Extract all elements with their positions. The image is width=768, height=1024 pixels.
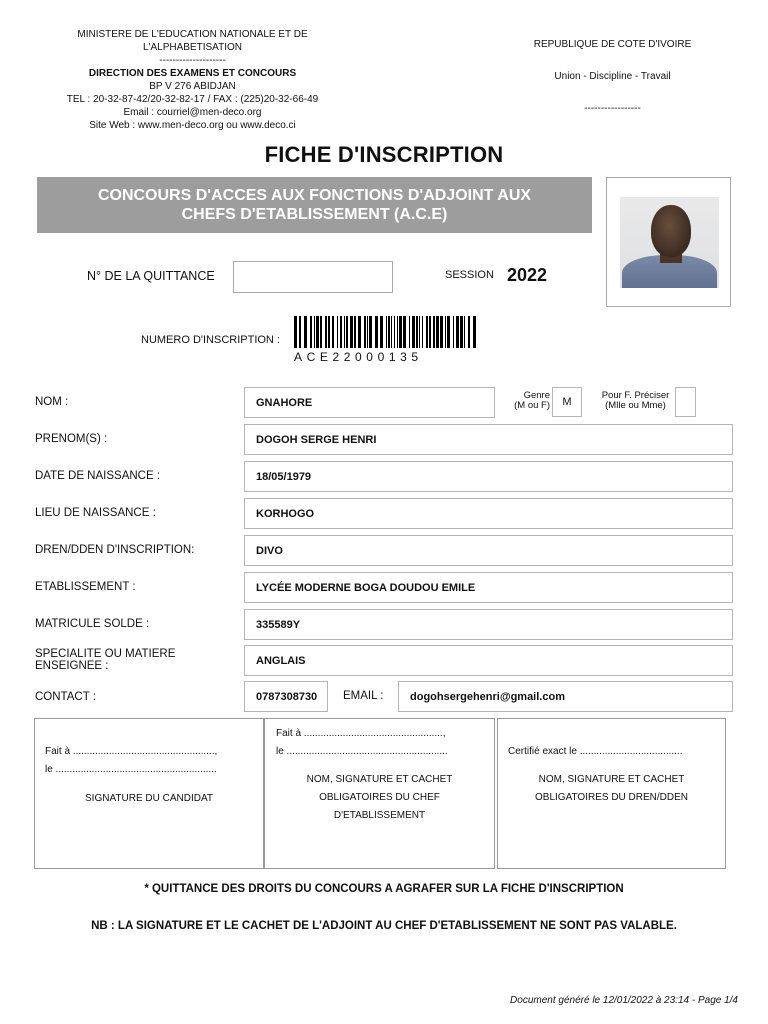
postal-box: BP V 276 ABIDJAN (149, 81, 236, 92)
signature-dren-box[interactable] (497, 718, 726, 869)
preciser-label-line-1: Pour F. Préciser (601, 390, 670, 401)
specialite-label-line-1: SPECIALITE OU MATIERE (35, 648, 176, 660)
preciser-label-line-2: (Mlle ou Mme) (605, 400, 666, 411)
chef-title-line-1: NOM, SIGNATURE ET CACHET (306, 774, 453, 785)
specialite-label-line-2: ENSEIGNEE : (35, 660, 109, 672)
banner-line-1: CONCOURS D'ACCES AUX FONCTIONS D'ADJOINT AUX (97, 187, 532, 204)
ministry-website: Site Web : www.men-deco.org ou www.deco.ci (89, 120, 296, 131)
email-label: EMAIL : (343, 690, 384, 702)
dren-certifie: Certifié exact le ..................................... (508, 746, 683, 757)
quittance-label: N° DE LA QUITTANCE (87, 269, 215, 283)
candidate-photo-frame (606, 177, 731, 307)
chef-le: le .......................................................... (276, 746, 448, 757)
country-header (500, 38, 725, 134)
ministry-email: Email : courriel@men-deco.org (123, 107, 262, 118)
nom-label: NOM : (35, 396, 69, 408)
chef-title-line-2: OBLIGATOIRES DU CHEF (319, 792, 440, 803)
candidat-signature-title: SIGNATURE DU CANDIDAT (85, 793, 213, 804)
session-year: 2022 (507, 265, 548, 285)
ministry-line-1: MINISTERE DE L'EDUCATION NATIONALE ET DE (77, 29, 308, 40)
candidat-le: le .......................................................... (45, 764, 217, 775)
nom-field[interactable]: GNAHORE (244, 387, 495, 418)
inscription-number: ACE22000135 (294, 350, 423, 364)
document-footer: Document généré le 12/01/2022 à 23:14 - Page 1/4 (510, 995, 738, 1006)
session-label: SESSION (445, 269, 494, 281)
chef-title-line-3: D'ETABLISSEMENT (333, 810, 426, 821)
dren-title-line-1: NOM, SIGNATURE ET CACHET (538, 774, 685, 785)
lieu-naissance-label: LIEU DE NAISSANCE : (35, 507, 156, 519)
country-separator: ----------------- (584, 103, 641, 114)
inscription-number-label: NUMERO D'INSCRIPTION : (141, 334, 280, 346)
contact-label: CONTACT : (35, 691, 96, 703)
matricule-label: MATRICULE SOLDE : (35, 618, 150, 630)
genre-label-line-1: Genre (523, 390, 550, 401)
exam-banner (37, 177, 592, 233)
country-motto: Union - Discipline - Travail (554, 71, 671, 82)
phone-fax: TEL : 20-32-87-42/20-32-82-17 / FAX : (225)20-32-66-49 (66, 94, 319, 105)
preciser-field[interactable] (675, 387, 696, 417)
page-title: FICHE D'INSCRIPTION (264, 142, 504, 167)
prenoms-label: PRENOM(S) : (35, 433, 108, 445)
genre-label (505, 391, 550, 411)
lieu-naissance-field[interactable]: KORHOGO (244, 498, 733, 529)
ministry-line-2: L'ALPHABETISATION (143, 42, 242, 53)
genre-field[interactable]: M (552, 387, 582, 417)
etablissement-label: ETABLISSEMENT : (35, 581, 136, 593)
chef-fait: Fait à .................................................., (276, 728, 446, 739)
preciser-label (598, 391, 673, 411)
date-naissance-field[interactable]: 18/05/1979 (244, 461, 733, 492)
etablissement-field[interactable]: LYCÉE MODERNE BOGA DOUDOU EMILE (244, 572, 733, 603)
candidat-fait: Fait à ..................................................., (45, 746, 218, 757)
quittance-note: * QUITTANCE DES DROITS DU CONCOURS A AGRAFER SUR LA FICHE D'INSCRIPTION (144, 883, 624, 895)
nb-note: NB : LA SIGNATURE ET LE CACHET DE L'ADJOINT AU CHEF D'ETABLISSEMENT NE SONT PAS VALABLE. (91, 920, 677, 932)
dren-title-line-2: OBLIGATOIRES DU DREN/DDEN (535, 792, 688, 803)
candidate-photo (620, 197, 719, 288)
direction-name: DIRECTION DES EXAMENS ET CONCOURS (88, 68, 297, 79)
matricule-field[interactable]: 335589Y (244, 609, 733, 640)
inscription-barcode (294, 316, 478, 348)
banner-line-2: CHEFS D'ETABLISSEMENT (A.C.E) (181, 206, 448, 223)
email-field[interactable]: dogohsergehenri@gmail.com (398, 681, 733, 712)
contact-field[interactable]: 0787308730 (244, 681, 328, 712)
genre-label-line-2: (M ou F) (514, 400, 550, 411)
ministry-header (40, 28, 345, 132)
date-naissance-label: DATE DE NAISSANCE : (35, 470, 161, 482)
prenoms-field[interactable]: DOGOH SERGE HENRI (244, 424, 733, 455)
dren-label: DREN/DDEN D'INSCRIPTION: (35, 544, 195, 556)
country-name: REPUBLIQUE DE COTE D'IVOIRE (533, 39, 692, 50)
signature-chef-box[interactable] (264, 718, 495, 869)
ministry-separator: -------------------- (159, 55, 226, 66)
quittance-field[interactable] (233, 261, 393, 293)
specialite-field[interactable]: ANGLAIS (244, 645, 733, 676)
dren-field[interactable]: DIVO (244, 535, 733, 566)
signature-candidat-box[interactable] (34, 718, 264, 869)
specialite-label (35, 648, 175, 672)
